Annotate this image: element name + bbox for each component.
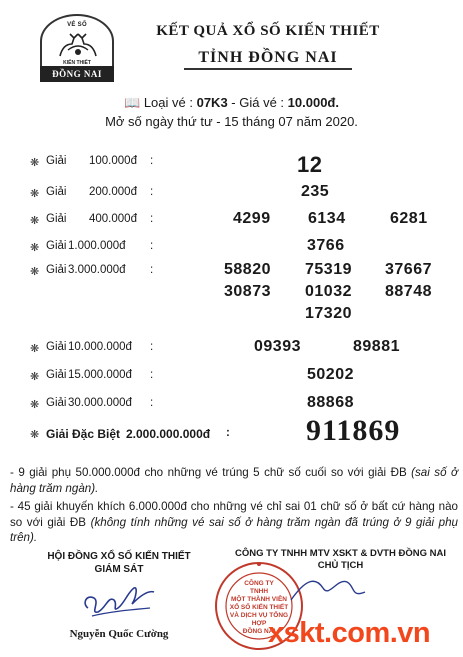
prize-label: Giải: [46, 213, 67, 225]
supervisor-role: GIÁM SÁT: [94, 564, 144, 575]
prize-colon: :: [150, 264, 154, 276]
note-encouragement: [10, 499, 458, 546]
prize-label: Giải: [46, 341, 67, 353]
winning-number: 6134: [308, 210, 346, 227]
asterisk-icon: ❋: [30, 343, 40, 355]
logo-sub-text: KIẾN THIẾT: [63, 60, 91, 66]
note-consolation-text: - 9 giải phụ 50.000.000đ cho những vé trúng 5 chữ số cuối so với giải ĐB: [10, 466, 407, 479]
ticket-type-value: 07K3: [196, 95, 228, 110]
supervisor-signature: [78, 578, 168, 622]
winning-number: 09393: [254, 338, 301, 355]
company-title: CÔNG TY TNHH MTV XSKT & DVTH ĐỒNG NAI: [235, 548, 446, 559]
asterisk-icon: ❋: [30, 399, 40, 411]
special-prize-number: 911869: [306, 414, 401, 447]
winning-number: 17320: [305, 305, 352, 322]
notes-section: [10, 465, 458, 549]
dong-nai-lottery-logo: [40, 14, 114, 82]
logo-top-text: VÉ SỐ: [67, 22, 87, 28]
winning-number: 50202: [307, 366, 354, 383]
prize-label: Giải: [46, 369, 67, 381]
supervisor-council-title: HỘI ĐỒNG XỔ SỐ KIẾN THIẾT: [47, 551, 191, 562]
winning-number: 4299: [233, 210, 271, 227]
prize-amount: 2.000.000.000đ: [126, 427, 211, 441]
company-role: CHỦ TỊCH: [317, 560, 364, 571]
prize-label: Giải: [46, 397, 67, 409]
ticket-type-label: Loại vé :: [143, 95, 193, 110]
watermark-site: xskt.com.vn: [268, 617, 431, 649]
deer-emblem-icon: [54, 30, 102, 60]
ticket-price-label: - Giá vé :: [231, 95, 285, 110]
prize-amount: 100.000đ: [89, 155, 137, 167]
prize-colon: :: [150, 186, 154, 198]
winning-number: 3766: [307, 237, 345, 254]
asterisk-icon: ❋: [30, 188, 40, 200]
province-name: TỈNH ĐỒNG NAI: [184, 49, 351, 70]
winning-number: 30873: [224, 283, 271, 300]
prize-label: Giải: [46, 186, 67, 198]
winning-number: 88748: [385, 283, 432, 300]
ticket-info: [0, 95, 463, 111]
winning-number: 37667: [385, 261, 432, 278]
prize-amount: 400.000đ: [89, 213, 137, 225]
prize-label: Giải: [46, 155, 67, 167]
prize-amount: 15.000.000đ: [68, 369, 132, 381]
seal-line: MỘT THÀNH VIÊN: [231, 596, 287, 603]
prize-amount: 3.000.000đ: [68, 264, 126, 276]
page-title: KẾT QUẢ XỔ SỐ KIẾN THIẾT: [156, 23, 380, 39]
note-encouragement-text: - 45 giải khuyến khích 6.000.000đ cho những vé chỉ sai 01 chữ số ở bất cứ hàng nào so với giải ĐB: [10, 500, 458, 529]
prize-label: Giải Đặc Biệt: [46, 427, 121, 441]
asterisk-icon: ❋: [30, 429, 40, 441]
winning-number: 89881: [353, 338, 400, 355]
asterisk-icon: ❋: [30, 266, 40, 278]
prize-colon: :: [150, 341, 154, 353]
chairman-signature: [285, 570, 375, 610]
prize-colon: :: [150, 155, 154, 167]
prize-colon: :: [226, 427, 230, 439]
seal-line: CÔNG TY: [244, 580, 274, 587]
asterisk-icon: ❋: [30, 157, 40, 169]
seal-line: VÀ DỊCH VỤ TỔNG HỢP: [229, 612, 289, 627]
winning-number: 6281: [390, 210, 428, 227]
winning-number: 58820: [224, 261, 271, 278]
prize-colon: :: [150, 240, 154, 252]
province-title: [128, 49, 408, 67]
prize-amount: 30.000.000đ: [68, 397, 132, 409]
seal-line: XỔ SỐ KIẾN THIẾT: [229, 604, 289, 611]
asterisk-icon: ❋: [30, 242, 40, 254]
prize-label: Giải: [46, 240, 67, 252]
book-icon: 📖: [124, 95, 141, 110]
winning-number: 235: [301, 183, 330, 200]
note-consolation: [10, 465, 458, 496]
prize-colon: :: [150, 213, 154, 225]
ticket-price-value: 10.000đ.: [287, 95, 339, 110]
asterisk-icon: ❋: [30, 371, 40, 383]
seal-line: TNHH: [249, 588, 269, 595]
prize-amount: 200.000đ: [89, 186, 137, 198]
note-encouragement-italic: (không tính những vé sai số ở hàng trăm ngàn đã trúng ở 9 giải phụ trên).: [10, 515, 458, 544]
winning-number: 12: [297, 152, 323, 177]
seal-line: ĐỒNG NAI: [242, 628, 276, 635]
draw-date: Mở số ngày thứ tư - 15 tháng 07 năm 2020.: [105, 114, 358, 129]
note-consolation-italic: (sai số ở hàng trăm ngàn).: [10, 466, 458, 495]
asterisk-icon: ❋: [30, 215, 40, 227]
winning-number: 75319: [305, 261, 352, 278]
prize-colon: :: [150, 397, 154, 409]
logo-band-text: ĐỒNG NAI: [40, 66, 114, 82]
winning-number: 88868: [307, 394, 354, 411]
prize-amount: 1.000.000đ: [68, 240, 126, 252]
prize-colon: :: [150, 369, 154, 381]
prize-label: Giải: [46, 264, 67, 276]
prize-amount: 10.000.000đ: [68, 341, 132, 353]
supervisor-name: Nguyễn Quốc Cường: [69, 628, 169, 640]
winning-number: 01032: [305, 283, 352, 300]
